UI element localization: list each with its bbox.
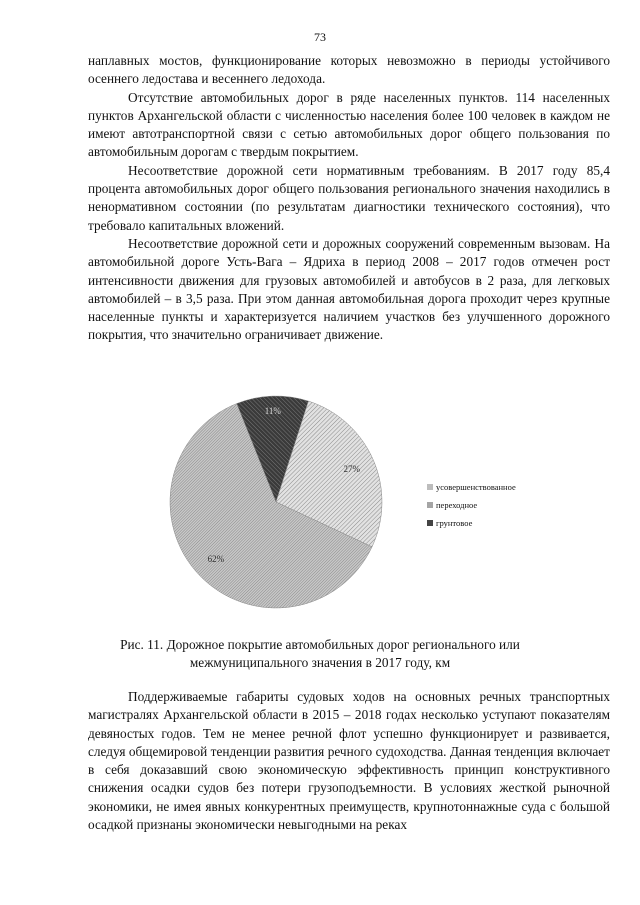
slice-value-label: 11%	[264, 405, 281, 416]
paragraph: Несоответствие дорожной сети нормативным требованиям. В 2017 году 85,4 процента автомобильных дорог общего пользования регионального значения находились в ненормативном состоянии (по результатам диагностики технического состояния), что требовало капитальных вложений.	[88, 162, 610, 233]
figure-caption	[80, 636, 560, 672]
legend-item	[427, 496, 516, 514]
pie-chart-svg	[150, 386, 410, 626]
paragraph: наплавных мостов, функционирование которых невозможно в периоды устойчивого осеннего ледостава и весеннего ледохода.	[88, 53, 610, 87]
caption-line: Рис. 11. Дорожное покрытие автомобильных дорог регионального или	[120, 637, 520, 652]
legend-label: усовершенствованное	[436, 482, 516, 492]
paragraph: Отсутствие автомобильных дорог в ряде населенных пунктов. 114 населенных пунктов Архангельской области с численностью населения более 100 человек в каждом не имеют автотранспортной связи с сетью автомобильных дорог общего пользования по автомобильным дорогам с твердым покрытием.	[88, 89, 610, 160]
legend-swatch	[427, 484, 433, 490]
legend-item	[427, 514, 516, 532]
caption-line: межмуниципального значения в 2017 году, км	[189, 655, 451, 670]
paragraph: Несоответствие дорожной сети и дорожных сооружений современным вызовам. На автомобильной дороге Усть-Вага – Ядриха в период 2008 – 2017 годов отмечен рост интенсивности движения для грузовых автомобилей и автобусов в 2 раза, для легковых автомобилей – в 3,5 раза. При этом данная автомобильная дорога проходит через крупные населенные пункты и характеризуется наличием участков без улучшенного дорожного покрытия, что значительно ограничивает движение.	[88, 235, 610, 343]
slice-value-label: 62%	[207, 553, 225, 564]
page-number: 73	[314, 30, 326, 44]
pie-chart	[150, 386, 550, 626]
slice-value-label: 27%	[343, 463, 361, 474]
paragraph: Поддерживаемые габариты судовых ходов на основных речных транспортных магистралях Архангельской области в 2015 – 2018 годах несколько уступают показателям девяностых годов. Тем не менее речной флот успешно функционирует и развивается, следуя общемировой тенденции развития речного судоходства. Данная тенденция включает в себя доказавший свою экономическую эффективность принцип конструктивного снижения осадки судов без потери грузоподъемности. В условиях жесткой рыночной экономики, не имея явных конкурентных преимуществ, крупнотоннажные суда с большой осадкой признаны экономически невыгодными на реках	[88, 689, 610, 833]
bottom-text-block	[88, 688, 610, 834]
legend-label: переходное	[436, 500, 478, 510]
chart-legend	[427, 478, 516, 532]
legend-swatch	[427, 520, 433, 526]
legend-swatch	[427, 502, 433, 508]
legend-item	[427, 478, 516, 496]
top-text-block	[88, 52, 610, 345]
legend-label: грунтовое	[436, 518, 473, 528]
